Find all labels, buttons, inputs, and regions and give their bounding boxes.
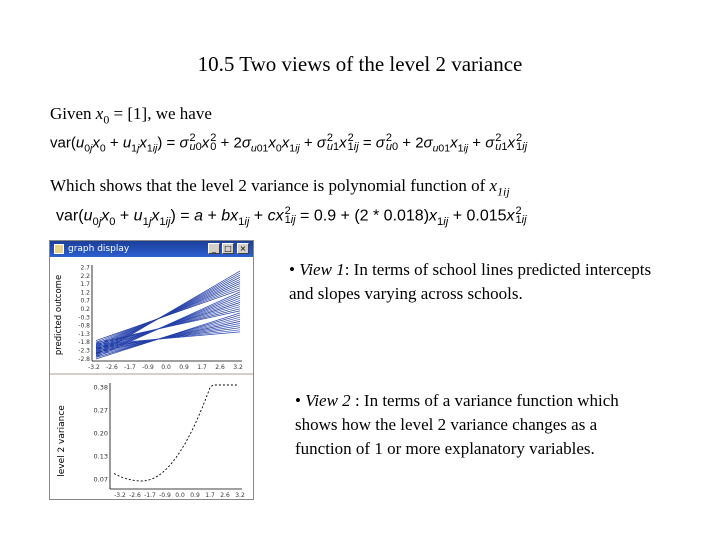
bottom-ytick-label: 0.07 bbox=[93, 475, 108, 484]
bottom-ytick-label: 0.13 bbox=[93, 452, 108, 461]
top-ytick-label: 1.7 bbox=[80, 281, 90, 289]
bottom-ylabel: level 2 variance bbox=[57, 405, 67, 477]
predicted-outcome-panel bbox=[54, 265, 243, 372]
variance-function-curve bbox=[114, 385, 238, 481]
window-title-bar[interactable] bbox=[50, 241, 253, 257]
bottom-xtick-label: 2.6 bbox=[220, 492, 230, 499]
given-var: x bbox=[95, 104, 104, 123]
close-button[interactable]: × bbox=[237, 243, 249, 254]
top-ytick-label: 0.7 bbox=[80, 297, 90, 305]
top-ytick-label: 1.2 bbox=[80, 289, 90, 297]
bottom-xtick-label: 1.7 bbox=[205, 492, 215, 499]
top-xtick-label: 3.2 bbox=[233, 364, 243, 371]
view2-label: View 2 bbox=[305, 391, 351, 410]
top-ytick-label: -1.3 bbox=[78, 330, 90, 338]
bottom-xtick-label: -2.6 bbox=[129, 492, 141, 499]
bottom-xtick-label: -3.2 bbox=[114, 492, 126, 499]
bottom-ytick-label: 0.38 bbox=[93, 383, 108, 392]
view1-label: View 1 bbox=[299, 260, 345, 279]
top-ytick-label: 0.2 bbox=[80, 306, 90, 313]
view1-text: : In terms of school lines predicted intercepts and slopes varying across schools. bbox=[289, 260, 652, 303]
given-sub: 0 bbox=[103, 112, 110, 127]
top-xtick-label: -2.6 bbox=[106, 364, 118, 371]
top-ylabel: predicted outcome bbox=[54, 274, 64, 356]
shows-sub: 1ij bbox=[497, 184, 510, 199]
panel-divider bbox=[50, 373, 253, 375]
window-app-icon bbox=[54, 244, 64, 254]
top-xtick-label: -3.2 bbox=[88, 364, 100, 371]
shows-line bbox=[50, 176, 510, 199]
top-ytick-label: -2.8 bbox=[78, 355, 90, 363]
bottom-ytick-label: 0.27 bbox=[93, 406, 108, 415]
view2-bullet-mark: • bbox=[295, 391, 301, 410]
top-xtick-label: -1.7 bbox=[124, 364, 136, 371]
given-prefix: Given bbox=[50, 104, 96, 123]
shows-text: Which shows that the level 2 variance is polynomial function of bbox=[50, 176, 490, 195]
top-ytick-label: -0.8 bbox=[78, 322, 90, 330]
variance-equation-1: $var(u_{0j}x_0 + u_{1j}x_{1ij}) = \sigma$ 2 u0 x 2 0 + $2\sigma_{u01}x_0x_{1ij} + \sigma$ 2 u1 x 2 1ij = σ 2 u0 + $2\sigma_{u01}x_{1ij} + \sigma$ 2 u1 x 2 1ij bbox=[50, 132, 528, 155]
bottom-xtick-label: -0.9 bbox=[159, 492, 171, 499]
graph-display-window[interactable] bbox=[49, 240, 254, 500]
top-xtick-label: 0.0 bbox=[161, 364, 171, 371]
top-xtick-label: -0.9 bbox=[142, 364, 154, 371]
minimize-button[interactable]: _ bbox=[208, 243, 220, 254]
bottom-xtick-label: 3.2 bbox=[235, 492, 245, 499]
variance-equation-2: $var(u_{0j}x_0 + u_{1j}x_{1ij}) = a + bx_{1ij}$ + cx 2 1ij = $0.9 + (2 * 0.018)x_{1ij} + 0.015x$ 2 1ij bbox=[56, 205, 527, 228]
top-xtick-label: 2.6 bbox=[215, 364, 225, 371]
top-ytick-label: 2.2 bbox=[80, 272, 90, 280]
top-xtick-label: 1.7 bbox=[197, 364, 207, 371]
graph-panels bbox=[50, 257, 253, 499]
bottom-ytick-label: 0.20 bbox=[93, 429, 108, 438]
top-ytick-label: -0.3 bbox=[78, 314, 90, 322]
slide-title: 10.5 Two views of the level 2 variance bbox=[197, 52, 523, 76]
given-suffix: = [1], we have bbox=[109, 104, 212, 123]
bottom-xtick-label: 0.9 bbox=[190, 492, 200, 499]
variance-function-panel bbox=[57, 383, 245, 499]
view2-bullet bbox=[295, 389, 655, 461]
top-ytick-label: 2.7 bbox=[80, 264, 90, 272]
window-title: graph display bbox=[68, 244, 130, 254]
school-line bbox=[96, 290, 240, 341]
top-ytick-label: -2.3 bbox=[78, 347, 90, 355]
bottom-xtick-label: -1.7 bbox=[144, 492, 156, 499]
view1-bullet bbox=[289, 258, 669, 306]
given-line bbox=[50, 104, 212, 127]
bottom-xtick-label: 0.0 bbox=[175, 492, 185, 499]
shows-var: x bbox=[489, 176, 498, 195]
top-ytick-label: -1.8 bbox=[78, 339, 90, 347]
view2-text: : In terms of a variance function which shows how the level 2 variance changes as a function of 1 or more explanatory variables. bbox=[295, 391, 619, 458]
view1-bullet-mark: • bbox=[289, 260, 295, 279]
top-xtick-label: 0.9 bbox=[179, 364, 189, 371]
maximize-button[interactable]: □ bbox=[222, 243, 234, 254]
